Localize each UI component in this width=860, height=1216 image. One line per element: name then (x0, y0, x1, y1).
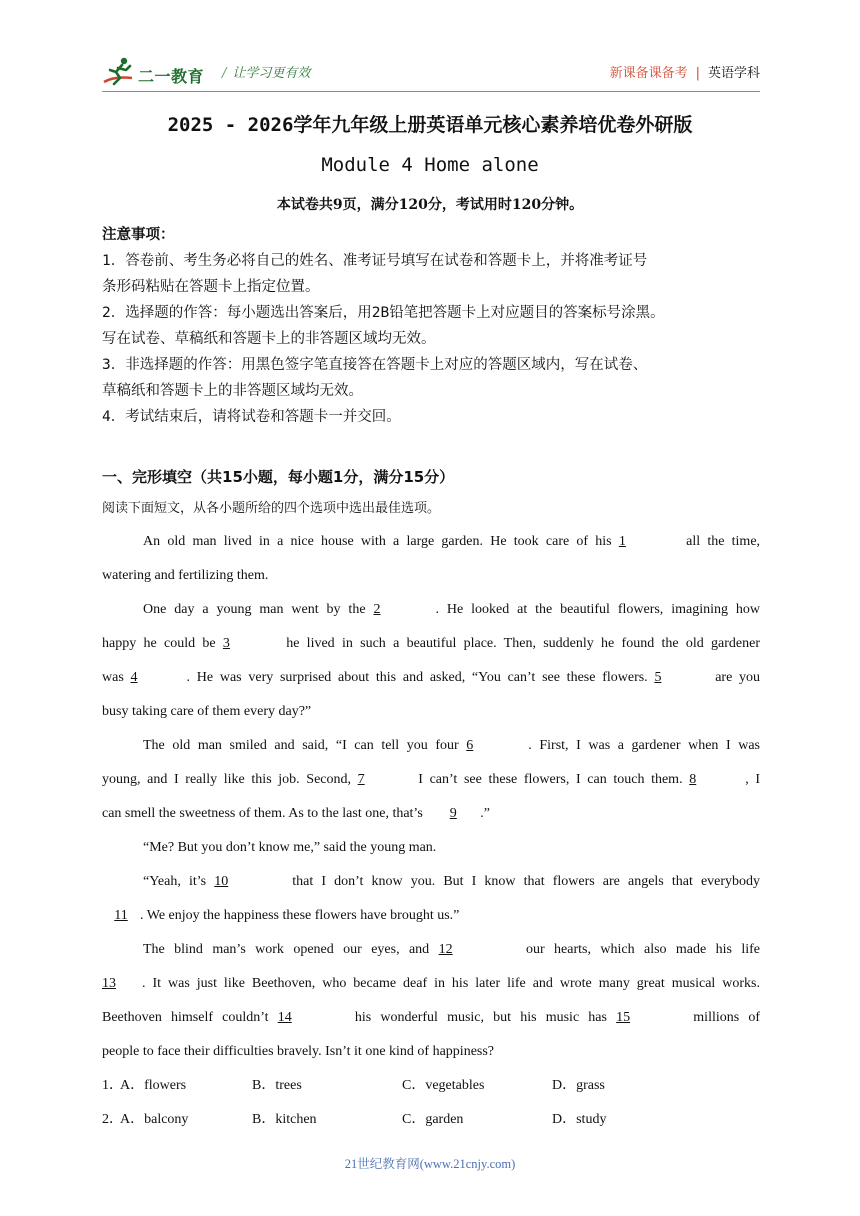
blank-12: 12 (438, 942, 453, 957)
blank-15: 15 (616, 1010, 631, 1025)
notice-line: 4．考试结束后，请将试卷和答题卡一并交回。 (102, 409, 401, 425)
question-options-2 (102, 1108, 762, 1128)
blank-11: 11 (114, 908, 128, 923)
passage-line: Beethoven himself couldn’t 14 his wonderful music, but his music has 15 millions of (102, 1010, 761, 1025)
notice-line: 草稿纸和答题卡上的非答题区域均无效。 (102, 383, 363, 399)
header-separator: | (695, 66, 700, 81)
section-title: 一、完形填空（共15小题，每小题1分，满分15分） (102, 468, 455, 486)
option-c[interactable]: C．garden (402, 1112, 464, 1127)
subject-label: 英语学科 (707, 66, 760, 81)
blank-7: 7 (357, 772, 365, 787)
passage-line: The old man smiled and said, “I can tell you four 6 . First, I was a gardener when I was (143, 738, 761, 753)
blank-2: 2 (373, 602, 381, 617)
passage-line: “Yeah, it’s 10 that I don’t know you. But I know that flowers are angels that everybody (143, 874, 761, 889)
passage-line: people to face their difficulties bravely. Isn’t it one kind of happiness? (102, 1044, 495, 1059)
passage-line: 13 . It was just like Beethoven, who became deaf in his later life and wrote many great musical works. (102, 976, 760, 991)
slogan: / 让学习更有效 (222, 66, 311, 81)
exam-info: 本试卷共9页，满分120分，考试用时120分钟。 (276, 197, 584, 213)
notice-line: 2．选择题的作答：每小题选出答案后，用2B铅笔把答题卡上对应题目的答案标号涂黑。 (102, 305, 665, 321)
blank-14: 14 (277, 1010, 292, 1025)
category-label: 新课备课备考 (609, 66, 688, 81)
notice-line: 1．答卷前、考生务必将自己的姓名、准考证号填写在试卷和答题卡上，并将准考证号 (102, 253, 648, 269)
option-a[interactable]: A．balcony (120, 1112, 189, 1127)
passage-line: was 4 . He was very surprised about this and asked, “You can’t see these flowers. 5 are you (102, 670, 761, 685)
header-divider (102, 91, 760, 92)
passage-line: watering and fertilizing them. (102, 568, 269, 583)
section-instruction: 阅读下面短文，从各小题所给的四个选项中选出最佳选项。 (102, 501, 441, 516)
logo (102, 56, 212, 90)
passage-line: busy taking care of them every day?” (102, 704, 312, 719)
logo-text: 二一教育 (138, 67, 205, 86)
page-title: 2025 - 2026学年九年级上册英语单元核心素养培优卷外研版 (167, 114, 693, 136)
passage-line: “Me? But you don’t know me,” said the young man. (143, 840, 437, 855)
blank-3: 3 (222, 636, 230, 651)
notice-title: 注意事项： (102, 227, 175, 243)
notice-line: 3．非选择题的作答：用黑色签字笔直接答在答题卡上对应的答题区域内，写在试卷、 (102, 357, 648, 373)
page-subtitle: Module 4 Home alone (321, 154, 539, 176)
blank-10: 10 (214, 874, 229, 889)
option-a[interactable]: A．flowers (120, 1078, 187, 1093)
question-options-1 (102, 1074, 762, 1094)
option-b[interactable]: B．trees (252, 1078, 302, 1093)
option-d[interactable]: D．study (552, 1112, 607, 1127)
blank-13: 13 (102, 976, 116, 991)
option-b[interactable]: B．kitchen (252, 1112, 317, 1127)
option-c[interactable]: C．vegetables (402, 1078, 485, 1093)
passage-line: 11 . We enjoy the happiness these flowers have brought us.” (102, 908, 459, 924)
page-header (102, 52, 760, 92)
passage-line: happy he could be 3 he lived in such a beautiful place. Then, suddenly he found the old gardener (102, 636, 761, 651)
blank-4: 4 (130, 670, 138, 685)
runner-logo-icon (102, 56, 136, 88)
passage-line: One day a young man went by the 2 . He looked at the beautiful flowers, imagining how (143, 602, 761, 617)
blank-8: 8 (689, 772, 697, 787)
notice-line: 条形码粘贴在答题卡上指定位置。 (102, 279, 320, 295)
notice-line: 写在试卷、草稿纸和答题卡上的非答题区域均无效。 (102, 331, 436, 347)
question-number: 1． (102, 1078, 123, 1093)
blank-9: 9 (449, 806, 457, 821)
header-right (610, 62, 760, 81)
passage-line: young, and I really like this job. Second, 7 I can’t see these flowers, I can touch them. 8 , I (102, 772, 761, 787)
page-footer[interactable]: 21世纪教育网(www.21cnjy.com) (344, 1157, 516, 1171)
passage-line: can smell the sweetness of them. As to the last one, that’s 9 .” (102, 806, 490, 821)
blank-6: 6 (466, 738, 474, 753)
passage-line: An old man lived in a nice house with a large garden. He took care of his 1 all the time, (143, 534, 761, 549)
blank-1: 1 (618, 534, 626, 549)
option-d[interactable]: D．grass (552, 1078, 605, 1093)
blank-5: 5 (654, 670, 662, 685)
notice (102, 222, 762, 430)
passage-line: The blind man’s work opened our eyes, and 12 our hearts, which also made his life (143, 942, 761, 957)
slogan-text: 让学习更有效 (232, 66, 311, 81)
question-number: 2． (102, 1112, 123, 1127)
